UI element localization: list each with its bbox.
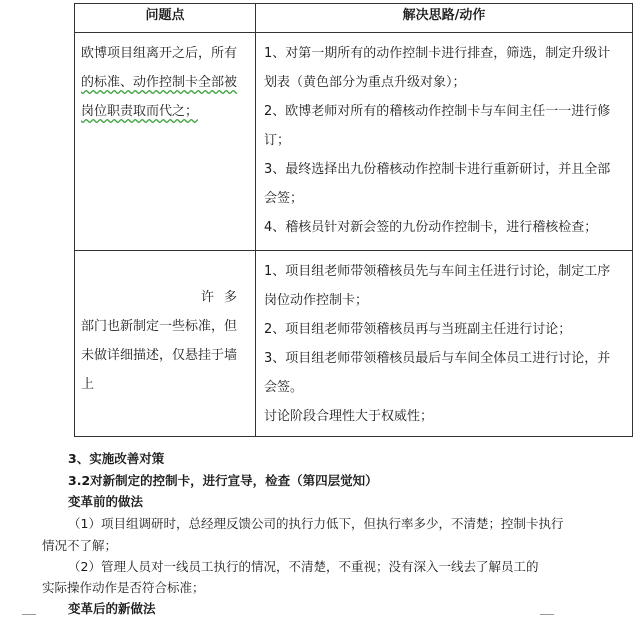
action-cell <box>256 33 633 251</box>
action-line: 岗位动作控制卡； <box>264 293 369 308</box>
action-line: 讨论阶段合理性大于权威性； <box>264 409 434 424</box>
action-line: 3、项目组老师带领稽核员最后与车间全体员工进行讨论，并 <box>264 351 611 366</box>
paragraph-line: （2）管理人员对一线员工执行的情况，不清楚，不重视；没有深入一线去了解员工的 <box>68 559 539 574</box>
action-line: 订； <box>264 133 291 148</box>
page-corner-mark <box>22 614 36 615</box>
paragraph-line: （1）项目组调研时，总经理反馈公司的执行力低下，但执行率多少，不清楚；控制卡执行 <box>68 516 564 531</box>
subsection-heading: 3.2对新制定的控制卡，进行宣导，检查（第四层觉知） <box>68 473 378 488</box>
action-line: 划表（黄色部分为重点升级对象）； <box>264 75 466 90</box>
issue-line: 上 <box>81 377 95 392</box>
after-title: 变革后的新做法 <box>68 601 156 616</box>
table-row <box>75 251 633 437</box>
issue-line <box>81 97 249 126</box>
issue-line: 未做详细描述，仅悬挂于墙 <box>81 348 238 363</box>
before-title: 变革前的做法 <box>68 494 144 509</box>
action-cell <box>256 251 633 437</box>
action-line: 2、欧博老师对所有的稽核动作控制卡与车间主任一一进行修 <box>264 104 611 119</box>
issue-line <box>81 68 249 97</box>
action-line: 4、稽核员针对新会签的九份动作控制卡，进行稽核检查； <box>264 220 598 235</box>
action-line: 3、最终选择出九份稽核动作控制卡进行重新研讨，并且全部 <box>264 162 611 177</box>
page-corner-mark <box>540 614 554 615</box>
paragraph-line: 实际操作动作是否符合标准； <box>42 580 205 595</box>
table-header-row <box>75 4 633 33</box>
paragraph-line: 情况不了解； <box>42 538 118 553</box>
table-row <box>75 33 633 251</box>
issue-line: 欧博项目组离开之后，所有 <box>81 46 238 61</box>
issue-line-text: 岗位职责取而代之； <box>81 104 199 119</box>
issue-line-text: 的标准、动作控制卡全部被 <box>81 75 238 90</box>
section-heading: 3、实施改善对策 <box>68 451 165 466</box>
action-line: 1、项目组老师带领稽核员先与车间主任进行讨论，制定工序 <box>264 264 611 279</box>
action-line: 1、对第一期所有的动作控制卡进行排查，筛选，制定升级计 <box>264 46 611 61</box>
issue-cell <box>75 33 256 251</box>
action-line: 会签。 <box>264 380 304 395</box>
header-problem: 问题点 <box>75 4 256 33</box>
header-solution: 解决思路/动作 <box>256 4 633 33</box>
issue-line: 许多 <box>200 290 247 305</box>
issue-line: 部门也新制定一些标准，但 <box>81 319 238 334</box>
problem-solution-table <box>74 3 633 437</box>
action-line: 会签； <box>264 191 304 206</box>
issue-cell <box>75 251 256 437</box>
action-line: 2、项目组老师带领稽核员再与当班副主任进行讨论； <box>264 322 572 337</box>
